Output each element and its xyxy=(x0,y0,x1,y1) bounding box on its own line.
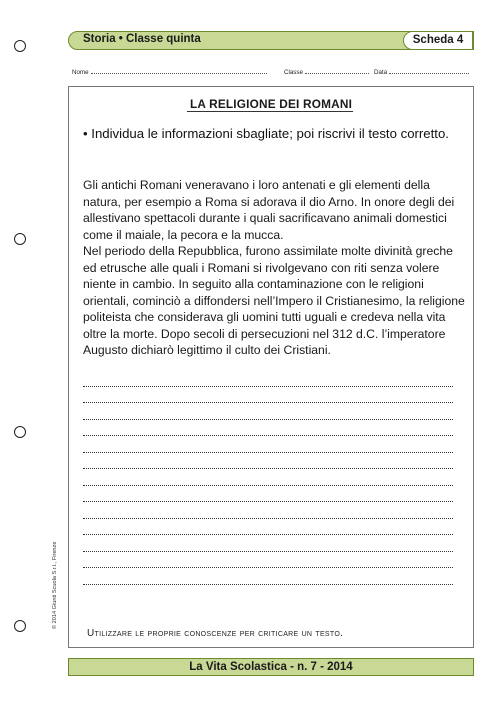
answer-line xyxy=(83,502,453,519)
header-bar xyxy=(68,31,474,50)
answer-line xyxy=(83,453,453,470)
binder-hole xyxy=(14,40,26,52)
student-info-line xyxy=(72,67,472,79)
sheet-label: Scheda 4 xyxy=(403,31,473,50)
subject-label: Storia • Classe quinta xyxy=(83,33,201,45)
answer-line xyxy=(83,535,453,552)
answer-line xyxy=(83,552,453,569)
passage xyxy=(83,177,465,359)
date-label: Data xyxy=(374,69,388,76)
answer-line xyxy=(83,519,453,536)
title-underline xyxy=(187,111,353,112)
answer-line xyxy=(83,568,453,585)
worksheet-title: LA RELIGIONE DEI ROMANI xyxy=(189,97,353,111)
answer-line xyxy=(83,370,453,387)
skill-note: Utilizzare le proprie conoscenze per criticare un testo. xyxy=(87,628,344,639)
answer-line xyxy=(83,403,453,420)
answer-line xyxy=(83,387,453,404)
date-blank xyxy=(389,67,469,74)
binder-hole xyxy=(14,426,26,438)
name-field xyxy=(72,67,267,76)
worksheet-frame xyxy=(68,86,474,648)
binder-hole xyxy=(14,620,26,632)
instruction-text: • Individua le informazioni sbagliate; poi riscrivi il testo corretto. xyxy=(83,126,449,141)
binder-hole xyxy=(14,233,26,245)
answer-line xyxy=(83,469,453,486)
answer-lines xyxy=(83,370,453,585)
class-label: Classe xyxy=(284,69,303,76)
answer-line xyxy=(83,436,453,453)
copyright-notice: © 2014 Giunti Scuola S.r.l., Firenze xyxy=(52,541,58,629)
date-field xyxy=(374,67,469,76)
publication-footer: La Vita Scolastica - n. 7 - 2014 xyxy=(68,658,474,676)
class-field xyxy=(284,67,369,76)
name-label: Nome xyxy=(72,69,89,76)
class-blank xyxy=(305,67,369,74)
answer-line xyxy=(83,486,453,503)
name-blank xyxy=(91,67,267,74)
passage-paragraph: Nel periodo della Repubblica, furono assimilate molte divinità greche ed etrusche alle quali i Romani si rivolgevano con riti senza volere niente in cambio. In seguito alla contaminazione con le religioni orientali, cominciò a diffondersi nell’Impero il Cristianesimo, la religione politeista che considerava gli uomini tutti uguali e credeva nella vita oltre la morte. Dopo secoli di persecuzioni nel 312 d.C. l’imperatore Augusto dichiarò legittimo il culto dei Cristiani. xyxy=(83,244,465,357)
answer-line xyxy=(83,420,453,437)
passage-paragraph: Gli antichi Romani veneravano i loro antenati e gli elementi della natura, per esempio a Roma si adorava il dio Arno. In onore degli dei allestivano spettacoli durante i quali sacrificavano animali domestici come il maiale, la pecora e la mucca. xyxy=(83,178,455,242)
